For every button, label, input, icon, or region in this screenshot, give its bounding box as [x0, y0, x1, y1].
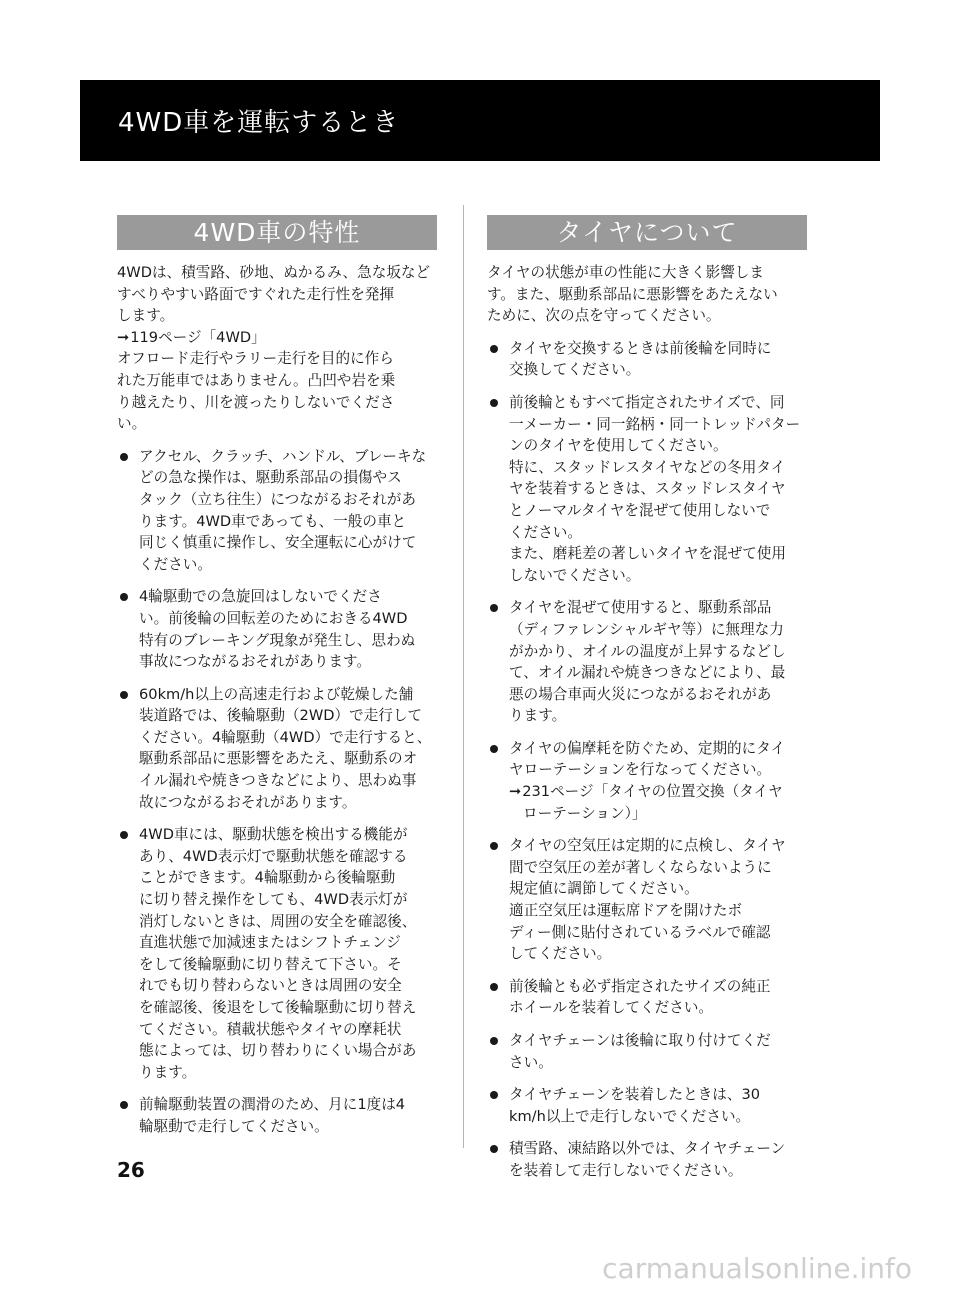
text-line: オフロード走行やラリー走行を目的に作ら	[117, 350, 394, 368]
text-line: を確認後、後退をして後輪駆動に切り替え	[139, 999, 417, 1016]
chapter-title: 4WD車を運転するとき	[118, 108, 400, 138]
text-line: ください。4輪駆動（4WD）で走行すると、	[139, 728, 432, 746]
text-line: ために、次の点を守ってください。	[487, 307, 721, 325]
bullet-dot-icon	[490, 604, 498, 612]
text-line: 60km/h以上の高速走行および乾燥した舗	[139, 685, 414, 703]
text-line: がかかり、オイルの温度が上昇するなどし	[509, 642, 786, 660]
left-column	[117, 215, 437, 1138]
text-line: ください。	[139, 555, 212, 573]
text-line: km/h以上で走行しないでください。	[509, 1107, 751, 1125]
text-line: い。前後輪の回転差のためにおきる4WD	[139, 609, 408, 627]
text-line: 前後輪ともすべて指定されたサイズで、同	[509, 393, 785, 411]
text-line: 積雪路、凍結路以外では、タイヤチェーン	[509, 1140, 786, 1158]
text-line: します。	[117, 307, 175, 325]
left-bullet-list	[117, 446, 437, 1138]
list-item	[487, 392, 807, 586]
text-line: す。また、駆動系部品に悪影響をあたえない	[487, 285, 778, 303]
text-line: ります。	[509, 707, 567, 725]
text-line: 適正空気圧は運転席ドアを開けたボ	[509, 902, 743, 920]
list-item	[117, 446, 437, 576]
text-line: てください。積載状態やタイヤの摩耗状	[139, 1020, 402, 1038]
left-intro	[117, 262, 437, 435]
text-line: あり、4WD表示灯で駆動状態を確認する	[139, 847, 408, 865]
list-item	[487, 1084, 807, 1127]
text-line: 4WDは、積雪路、砂地、ぬかるみ、急な坂など	[117, 264, 431, 281]
list-item	[487, 976, 807, 1019]
text-line: ります。	[139, 1063, 197, 1081]
page-number: 26	[117, 1158, 145, 1182]
text-line: しないでください。	[509, 566, 641, 584]
text-line: さい。	[509, 1053, 553, 1071]
bullet-dot-icon	[490, 842, 498, 850]
bullet-dot-icon	[490, 399, 498, 407]
text-line: 前輪駆動装置の潤滑のため、月に1度は4	[139, 1096, 406, 1114]
text-line: ヤを装着するときは、スタッドレスタイヤ	[509, 480, 786, 498]
text-line: 前後輪とも必ず指定されたサイズの純正	[509, 977, 771, 995]
text-line: タイヤを交換するときは前後輪を同時に	[509, 339, 772, 357]
text-line: ください。	[509, 523, 582, 541]
text-line: 悪の場合車両火災につながるおそれがあ	[509, 685, 772, 703]
text-line: 故につながるおそれがあります。	[139, 793, 357, 811]
text-line: してください。	[509, 945, 612, 963]
text-line: タイヤの空気圧は定期的に点検し、タイヤ	[509, 837, 786, 855]
list-item	[487, 1138, 807, 1181]
text-line: 一メーカー・同一銘柄・同一トレッドパター	[509, 415, 801, 433]
right-intro	[487, 262, 807, 327]
page-reference-text: 231ページ「タイヤの位置交換（タイヤ	[522, 783, 783, 801]
text-line: 駆動系部品に悪影響をあたえ、駆動系のオ	[139, 750, 418, 768]
text-line: に切り替え操作をしても、4WD表示灯が	[139, 891, 408, 909]
text-line: て、オイル漏れや焼きつきなどにより、最	[509, 664, 786, 682]
text-line: タック（立ち往生）につながるおそれがあ	[139, 490, 416, 508]
text-line: タイヤの偏摩耗を防ぐため、定期的にタイ	[509, 739, 786, 757]
bullet-dot-icon	[120, 1101, 128, 1109]
bullet-dot-icon	[490, 1091, 498, 1099]
text-line: とノーマルタイヤを混ぜて使用しないで	[509, 501, 771, 519]
text-line: 規定値に調節してください。	[509, 880, 699, 898]
text-line: ホイールを装着してください。	[509, 999, 714, 1017]
text-line: 4輪駆動での急旋回はしないでくださ	[139, 588, 382, 606]
page-reference-text: 119ページ「4WD」	[130, 328, 266, 346]
bullet-dot-icon	[490, 1037, 498, 1045]
text-line: 同じく慎重に操作し、安全運転に心がけて	[139, 534, 417, 552]
text-line: ンのタイヤを使用してください。	[509, 437, 728, 455]
list-item	[117, 586, 437, 672]
text-line: 事故につながるおそれがあります。	[139, 653, 372, 671]
text-line: 特有のブレーキング現象が発生し、思わぬ	[139, 631, 416, 649]
text-line: タイヤチェーンを装着したときは、30	[509, 1086, 761, 1104]
text-line: ことができます。4輪駆動から後輪駆動	[139, 869, 396, 887]
list-item	[487, 835, 807, 965]
text-line: タイヤを混ぜて使用すると、駆動系部品	[509, 599, 772, 617]
arrow-right-icon: ➞	[117, 328, 130, 346]
text-line: 装道路では、後輪駆動（2WD）で走行して	[139, 707, 423, 725]
page-reference[interactable]	[117, 327, 437, 349]
text-line: 態によっては、切り替わりにくい場合があ	[139, 1042, 417, 1060]
list-item	[117, 824, 437, 1083]
text-line: 輪駆動で走行してください。	[139, 1117, 329, 1135]
list-item	[117, 684, 437, 814]
bullet-dot-icon	[490, 1145, 498, 1153]
text-line: り越えたり、川を渡ったりしないでくださ	[117, 393, 395, 411]
bullet-dot-icon	[120, 453, 128, 461]
text-line: タイヤの状態が車の性能に大きく影響しま	[487, 264, 764, 281]
column-divider	[463, 205, 464, 1148]
text-line: また、磨耗差の著しいタイヤを混ぜて使用	[509, 545, 786, 563]
right-column	[487, 215, 807, 1182]
text-line: を装着して走行しないでください。	[509, 1161, 743, 1179]
text-line: ディー側に貼付されているラベルで確認	[509, 923, 771, 941]
section-heading-4wd: 4WD車の特性	[117, 215, 437, 250]
text-line: れた万能車ではありません。凸凹や岩を乗	[117, 371, 396, 389]
text-line: 消灯しないときは、周囲の安全を確認後、	[139, 912, 417, 930]
list-item	[487, 738, 807, 824]
list-item	[487, 1030, 807, 1073]
text-line: アクセル、クラッチ、ハンドル、ブレーキな	[139, 447, 427, 465]
text-line: れでも切り替わらないときは周囲の安全	[139, 977, 402, 995]
text-line: どの急な操作は、駆動系部品の損傷やス	[139, 469, 402, 487]
bullet-dot-icon	[490, 345, 498, 353]
arrow-right-icon: ➞	[509, 783, 522, 801]
list-item	[487, 338, 807, 381]
list-item	[117, 1094, 437, 1137]
page-reference[interactable]	[509, 781, 807, 803]
bullet-dot-icon	[120, 691, 128, 699]
text-line: すべりやすい路面ですぐれた走行性を発揮	[117, 285, 394, 303]
bullet-dot-icon	[120, 593, 128, 601]
bullet-dot-icon	[120, 831, 128, 839]
text-line: イル漏れや焼きつきなどにより、思わぬ事	[139, 772, 417, 790]
text-line: ヤローテーションを行なってください。	[509, 761, 772, 779]
right-bullet-list	[487, 338, 807, 1182]
page-reference-text: ローテーション）」	[523, 804, 647, 822]
section-heading-tires: タイヤについて	[487, 215, 807, 250]
text-line: ります。4WD車であっても、一般の車と	[139, 512, 407, 530]
list-item	[487, 597, 807, 727]
text-line: 4WD車には、駆動状態を検出する機能が	[139, 826, 408, 844]
chapter-header	[80, 80, 880, 161]
bullet-dot-icon	[490, 745, 498, 753]
text-line: 間で空気圧の差が著しくならないように	[509, 858, 772, 876]
text-line: 特に、スタッドレスタイヤなどの冬用タイ	[509, 458, 786, 476]
watermark-text: carmanualsonline.info	[602, 1252, 912, 1285]
bullet-dot-icon	[490, 983, 498, 991]
text-line: 直進状態で加減速またはシフトチェンジ	[139, 934, 401, 952]
text-line: タイヤチェーンは後輪に取り付けてくだ	[509, 1032, 771, 1049]
text-line: 交換してください。	[509, 361, 641, 379]
text-line: をして後輪駆動に切り替えて下さい。そ	[139, 955, 402, 973]
text-line: （ディファレンシャルギヤ等）に無理な力	[509, 620, 784, 638]
text-line: い。	[117, 415, 147, 433]
